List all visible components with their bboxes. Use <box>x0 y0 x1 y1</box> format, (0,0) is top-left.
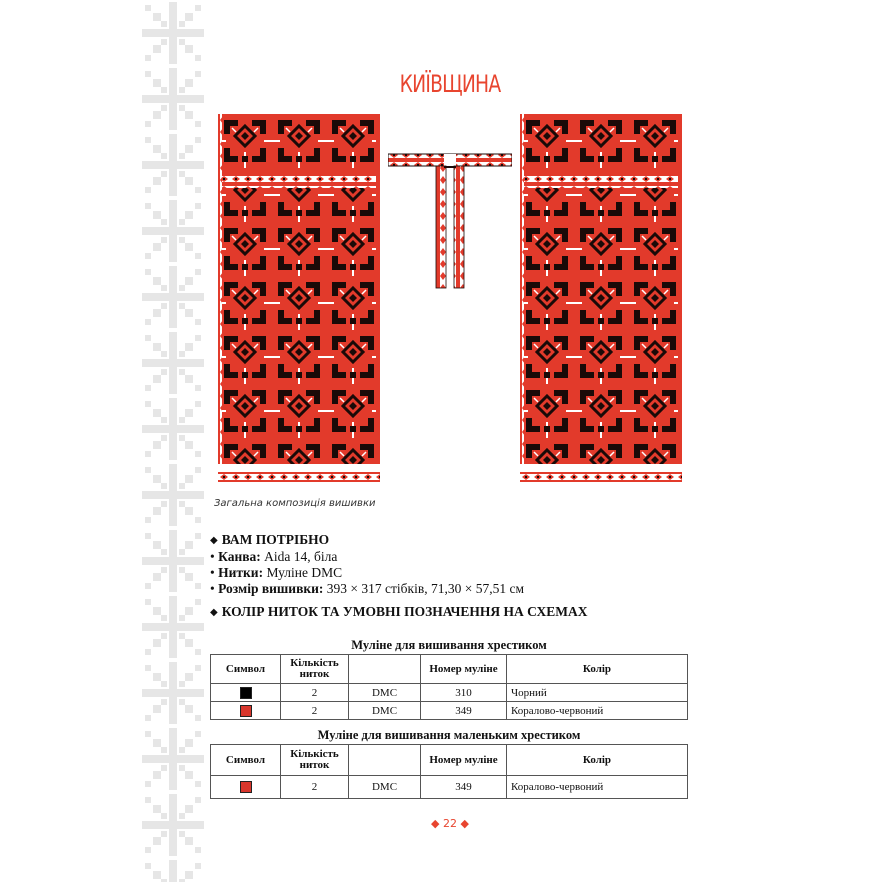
header-symbol: Символ <box>211 745 281 776</box>
table1-caption: Муліне для вишивання хрестиком <box>351 638 547 652</box>
materials-heading: ◆ ВАМ ПОТРІБНО <box>210 532 330 547</box>
symbol-cell <box>211 776 281 799</box>
header-count: Кількість ниток <box>281 655 349 684</box>
number-cell: 349 <box>421 776 507 799</box>
header-brand <box>349 655 421 684</box>
page-number: ◆ 22 ◆ <box>431 817 469 830</box>
header-brand <box>349 745 421 776</box>
number-cell: 349 <box>421 702 507 720</box>
small-cross-thread-table <box>210 744 688 799</box>
embroidery-right-bottom-band <box>520 472 682 482</box>
table-row <box>211 684 688 702</box>
diamond-bullet-icon: ◆ <box>210 607 218 618</box>
header-symbol: Символ <box>211 655 281 684</box>
ornament-border <box>140 0 206 882</box>
materials-item: • Розмір вишивки: 393 × 317 стібків, 71,30 × 57,51 см <box>210 581 525 596</box>
thread-colors-heading: ◆ КОЛІР НИТОК ТА УМОВНІ ПОЗНАЧЕННЯ НА СХЕМАХ <box>210 604 588 619</box>
symbol-cell <box>211 684 281 702</box>
table-header-row <box>211 655 688 684</box>
count-cell: 2 <box>281 684 349 702</box>
embroidery-right-panel <box>520 114 682 464</box>
brand-cell: DMC <box>349 702 421 720</box>
embroidery-left-bottom-band <box>218 472 380 482</box>
color-name-cell: Чорний <box>507 684 688 702</box>
embroidery-collar <box>388 150 512 290</box>
diamond-bullet-icon: ◆ <box>210 535 218 546</box>
materials-section <box>210 532 524 597</box>
table2-caption: Муліне для вишивання маленьким хрестиком <box>317 728 581 742</box>
table-row <box>211 702 688 720</box>
header-color: Колір <box>507 745 688 776</box>
embroidery-left-panel <box>218 114 380 464</box>
color-swatch <box>240 705 252 717</box>
page-title: КИЇВЩИНА <box>399 70 501 98</box>
symbol-cell <box>211 702 281 720</box>
table-header-row <box>211 745 688 776</box>
materials-item: • Канва: Aida 14, біла <box>210 549 338 564</box>
brand-cell: DMC <box>349 776 421 799</box>
header-count: Кількість ниток <box>281 745 349 776</box>
materials-item: • Нитки: Муліне DMC <box>210 565 343 580</box>
cross-stitch-thread-table <box>210 654 688 720</box>
brand-cell: DMC <box>349 684 421 702</box>
count-cell: 2 <box>281 776 349 799</box>
figure-caption: Загальна композиція вишивки <box>214 498 376 509</box>
color-name-cell: Коралово-червоний <box>507 776 688 799</box>
color-name-cell: Коралово-червоний <box>507 702 688 720</box>
header-number: Номер муліне <box>421 655 507 684</box>
header-color: Колір <box>507 655 688 684</box>
color-swatch <box>240 687 252 699</box>
header-number: Номер муліне <box>421 745 507 776</box>
number-cell: 310 <box>421 684 507 702</box>
count-cell: 2 <box>281 702 349 720</box>
color-swatch <box>240 781 252 793</box>
table-row <box>211 776 688 799</box>
